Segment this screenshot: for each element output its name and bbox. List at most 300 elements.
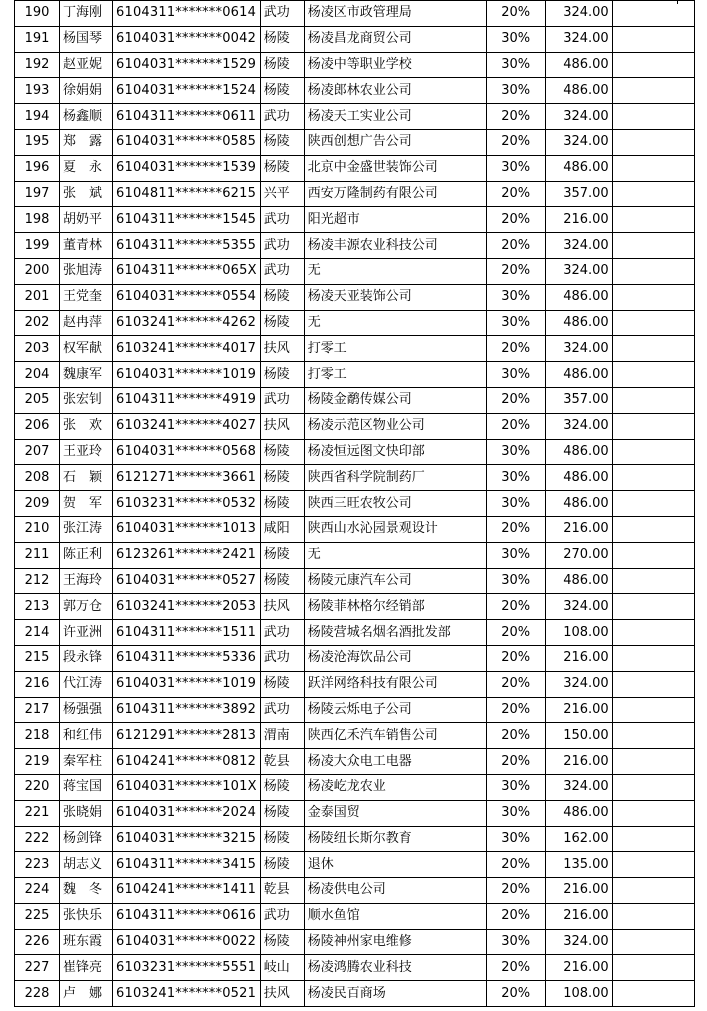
employer-cell: 陕西创想广告公司	[304, 129, 486, 155]
blank-cell	[612, 155, 694, 181]
origin-county-cell: 咸阳	[260, 516, 304, 542]
origin-county-cell: 武功	[260, 697, 304, 723]
id-number-cell: 6104311*******4919	[113, 387, 261, 413]
origin-county-cell: 渭南	[260, 723, 304, 749]
row-number-cell: 195	[15, 129, 60, 155]
employer-cell: 金泰国贸	[304, 800, 486, 826]
amount-cell: 324.00	[545, 233, 612, 259]
person-name-cell: 段永锋	[60, 645, 113, 671]
employer-cell: 杨陵菲林格尔经销部	[304, 594, 486, 620]
amount-cell: 270.00	[545, 542, 612, 568]
employer-cell: 无	[304, 258, 486, 284]
subsidy-rate-cell: 30%	[486, 568, 545, 594]
origin-county-cell: 兴平	[260, 181, 304, 207]
blank-cell	[612, 362, 694, 388]
origin-county-cell: 杨陵	[260, 26, 304, 52]
id-number-cell: 6121291*******2813	[113, 723, 261, 749]
id-number-cell: 6103231*******5551	[113, 955, 261, 981]
row-number-cell: 200	[15, 258, 60, 284]
row-number-cell: 225	[15, 903, 60, 929]
employer-cell: 陕西山水沁园景观设计	[304, 516, 486, 542]
employer-cell: 打零工	[304, 362, 486, 388]
id-number-cell: 6104031*******1019	[113, 671, 261, 697]
subsidy-rate-cell: 20%	[486, 697, 545, 723]
row-number-cell: 190	[15, 1, 60, 27]
subsidy-rate-cell: 20%	[486, 671, 545, 697]
table-row	[15, 336, 695, 362]
origin-county-cell: 杨陵	[260, 78, 304, 104]
blank-cell	[612, 542, 694, 568]
blank-cell	[612, 439, 694, 465]
person-name-cell: 魏康军	[60, 362, 113, 388]
origin-county-cell: 杨陵	[260, 52, 304, 78]
amount-cell: 486.00	[545, 465, 612, 491]
id-number-cell: 6104311*******3415	[113, 852, 261, 878]
id-number-cell: 6104031*******1524	[113, 78, 261, 104]
origin-county-cell: 武功	[260, 207, 304, 233]
amount-cell: 324.00	[545, 336, 612, 362]
table-row	[15, 387, 695, 413]
origin-county-cell: 武功	[260, 620, 304, 646]
table-row	[15, 697, 695, 723]
id-number-cell: 6104311*******5355	[113, 233, 261, 259]
amount-cell: 324.00	[545, 774, 612, 800]
table-row	[15, 104, 695, 130]
subsidy-rate-cell: 20%	[486, 594, 545, 620]
table-row	[15, 645, 695, 671]
table-row	[15, 852, 695, 878]
employer-cell: 跃洋网络科技有限公司	[304, 671, 486, 697]
id-number-cell: 6121271*******3661	[113, 465, 261, 491]
amount-cell: 324.00	[545, 594, 612, 620]
person-name-cell: 杨鑫顺	[60, 104, 113, 130]
subsidy-rate-cell: 20%	[486, 620, 545, 646]
amount-cell: 486.00	[545, 310, 612, 336]
blank-cell	[612, 903, 694, 929]
table-body	[15, 1, 695, 1007]
id-number-cell: 6104031*******3215	[113, 826, 261, 852]
employer-cell: 杨陵营城名烟名酒批发部	[304, 620, 486, 646]
row-number-cell: 214	[15, 620, 60, 646]
blank-cell	[612, 671, 694, 697]
id-number-cell: 6104031*******1013	[113, 516, 261, 542]
id-number-cell: 6104031*******1539	[113, 155, 261, 181]
origin-county-cell: 武功	[260, 645, 304, 671]
table-row	[15, 568, 695, 594]
person-name-cell: 和红伟	[60, 723, 113, 749]
table-row	[15, 491, 695, 517]
blank-cell	[612, 465, 694, 491]
employer-cell: 杨凌恒远图文快印部	[304, 439, 486, 465]
table-row	[15, 439, 695, 465]
subsidy-rate-cell: 20%	[486, 878, 545, 904]
amount-cell: 324.00	[545, 104, 612, 130]
id-number-cell: 6104311*******065X	[113, 258, 261, 284]
origin-county-cell: 杨陵	[260, 800, 304, 826]
subsidy-rate-cell: 20%	[486, 749, 545, 775]
person-name-cell: 胡奶平	[60, 207, 113, 233]
subsidy-rate-cell: 30%	[486, 929, 545, 955]
amount-cell: 216.00	[545, 516, 612, 542]
person-name-cell: 班东霞	[60, 929, 113, 955]
amount-cell: 324.00	[545, 129, 612, 155]
id-number-cell: 6123261*******2421	[113, 542, 261, 568]
subsidy-rate-cell: 20%	[486, 852, 545, 878]
row-number-cell: 213	[15, 594, 60, 620]
origin-county-cell: 杨陵	[260, 568, 304, 594]
origin-county-cell: 杨陵	[260, 542, 304, 568]
id-number-cell: 6104311*******0611	[113, 104, 261, 130]
subsidy-rate-cell: 20%	[486, 1, 545, 27]
id-number-cell: 6104031*******0568	[113, 439, 261, 465]
subsidy-rate-cell: 30%	[486, 310, 545, 336]
person-name-cell: 崔锋亮	[60, 955, 113, 981]
origin-county-cell: 武功	[260, 233, 304, 259]
subsidy-rate-cell: 30%	[486, 362, 545, 388]
table-row	[15, 929, 695, 955]
person-name-cell: 张旭涛	[60, 258, 113, 284]
subsidy-rate-cell: 30%	[486, 542, 545, 568]
amount-cell: 324.00	[545, 929, 612, 955]
blank-cell	[612, 620, 694, 646]
row-number-cell: 206	[15, 413, 60, 439]
origin-county-cell: 杨陵	[260, 491, 304, 517]
employer-cell: 杨凌大众电工电器	[304, 749, 486, 775]
table-row	[15, 129, 695, 155]
row-number-cell: 226	[15, 929, 60, 955]
amount-cell: 216.00	[545, 955, 612, 981]
blank-cell	[612, 1, 694, 27]
person-name-cell: 王亚玲	[60, 439, 113, 465]
id-number-cell: 6103241*******2053	[113, 594, 261, 620]
person-name-cell: 郭万仓	[60, 594, 113, 620]
employer-cell: 杨凌中等职业学校	[304, 52, 486, 78]
table-row	[15, 52, 695, 78]
origin-county-cell: 武功	[260, 104, 304, 130]
blank-cell	[612, 181, 694, 207]
person-name-cell: 张 斌	[60, 181, 113, 207]
employer-cell: 杨凌天亚装饰公司	[304, 284, 486, 310]
person-name-cell: 王海玲	[60, 568, 113, 594]
origin-county-cell: 杨陵	[260, 826, 304, 852]
amount-cell: 216.00	[545, 645, 612, 671]
person-name-cell: 陈正利	[60, 542, 113, 568]
blank-cell	[612, 929, 694, 955]
employer-cell: 杨凌天工实业公司	[304, 104, 486, 130]
id-number-cell: 6103241*******4027	[113, 413, 261, 439]
employer-cell: 杨陵元康汽车公司	[304, 568, 486, 594]
amount-cell: 216.00	[545, 697, 612, 723]
id-number-cell: 6104031*******0527	[113, 568, 261, 594]
origin-county-cell: 杨陵	[260, 284, 304, 310]
employer-cell: 杨凌郎林农业公司	[304, 78, 486, 104]
blank-cell	[612, 336, 694, 362]
table-row	[15, 723, 695, 749]
blank-cell	[612, 207, 694, 233]
amount-cell: 486.00	[545, 284, 612, 310]
row-number-cell: 203	[15, 336, 60, 362]
origin-county-cell: 杨陵	[260, 129, 304, 155]
amount-cell: 216.00	[545, 749, 612, 775]
table-row	[15, 465, 695, 491]
employer-cell: 无	[304, 542, 486, 568]
blank-cell	[612, 413, 694, 439]
row-number-cell: 223	[15, 852, 60, 878]
table-row	[15, 749, 695, 775]
row-number-cell: 208	[15, 465, 60, 491]
table-row	[15, 284, 695, 310]
amount-cell: 216.00	[545, 903, 612, 929]
table-row	[15, 258, 695, 284]
blank-cell	[612, 749, 694, 775]
id-number-cell: 6104311*******3892	[113, 697, 261, 723]
id-number-cell: 6104241*******0812	[113, 749, 261, 775]
amount-cell: 150.00	[545, 723, 612, 749]
origin-county-cell: 杨陵	[260, 671, 304, 697]
subsidy-rate-cell: 30%	[486, 800, 545, 826]
blank-cell	[612, 258, 694, 284]
person-name-cell: 郑 露	[60, 129, 113, 155]
amount-cell: 357.00	[545, 181, 612, 207]
row-number-cell: 212	[15, 568, 60, 594]
person-name-cell: 张江涛	[60, 516, 113, 542]
blank-cell	[612, 878, 694, 904]
person-name-cell: 杨剑锋	[60, 826, 113, 852]
row-number-cell: 205	[15, 387, 60, 413]
blank-cell	[612, 774, 694, 800]
origin-county-cell: 杨陵	[260, 310, 304, 336]
subsidy-rate-cell: 30%	[486, 774, 545, 800]
subsidy-rate-cell: 20%	[486, 233, 545, 259]
subsidy-rate-cell: 30%	[486, 491, 545, 517]
blank-cell	[612, 645, 694, 671]
person-name-cell: 丁海刚	[60, 1, 113, 27]
table-row	[15, 878, 695, 904]
origin-county-cell: 乾县	[260, 749, 304, 775]
row-number-cell: 228	[15, 981, 60, 1007]
row-number-cell: 219	[15, 749, 60, 775]
id-number-cell: 6103241*******4262	[113, 310, 261, 336]
employer-cell: 杨凌区市政管理局	[304, 1, 486, 27]
row-number-cell: 196	[15, 155, 60, 181]
table-row	[15, 207, 695, 233]
amount-cell: 486.00	[545, 155, 612, 181]
blank-cell	[612, 516, 694, 542]
origin-county-cell: 杨陵	[260, 362, 304, 388]
person-name-cell: 徐娟娟	[60, 78, 113, 104]
table-row	[15, 826, 695, 852]
employer-cell: 陕西省科学院制药厂	[304, 465, 486, 491]
employer-cell: 陕西三旺农牧公司	[304, 491, 486, 517]
amount-cell: 486.00	[545, 491, 612, 517]
subsidy-rate-cell: 30%	[486, 78, 545, 104]
blank-cell	[612, 26, 694, 52]
employer-cell: 杨凌沧海饮品公司	[304, 645, 486, 671]
table-row	[15, 233, 695, 259]
blank-cell	[612, 233, 694, 259]
table-row	[15, 981, 695, 1007]
row-number-cell: 194	[15, 104, 60, 130]
origin-county-cell: 杨陵	[260, 465, 304, 491]
employer-cell: 顺水鱼馆	[304, 903, 486, 929]
origin-county-cell: 扶风	[260, 594, 304, 620]
employer-cell: 阳光超市	[304, 207, 486, 233]
row-number-cell: 197	[15, 181, 60, 207]
subsidy-rate-cell: 30%	[486, 439, 545, 465]
id-number-cell: 6104031*******2024	[113, 800, 261, 826]
table-row	[15, 181, 695, 207]
amount-cell: 216.00	[545, 207, 612, 233]
id-number-cell: 6103231*******0532	[113, 491, 261, 517]
person-name-cell: 赵冉萍	[60, 310, 113, 336]
row-number-cell: 193	[15, 78, 60, 104]
employer-cell: 杨凌示范区物业公司	[304, 413, 486, 439]
blank-cell	[612, 697, 694, 723]
blank-cell	[612, 129, 694, 155]
origin-county-cell: 杨陵	[260, 852, 304, 878]
blank-cell	[612, 387, 694, 413]
subsidy-rate-cell: 20%	[486, 516, 545, 542]
origin-county-cell: 乾县	[260, 878, 304, 904]
employer-cell: 陕西亿禾汽车销售公司	[304, 723, 486, 749]
id-number-cell: 6104311*******5336	[113, 645, 261, 671]
person-name-cell: 董青林	[60, 233, 113, 259]
table-row	[15, 310, 695, 336]
row-number-cell: 204	[15, 362, 60, 388]
employer-cell: 打零工	[304, 336, 486, 362]
subsidy-rate-cell: 20%	[486, 903, 545, 929]
amount-cell: 357.00	[545, 387, 612, 413]
table-row	[15, 516, 695, 542]
subsidy-rate-cell: 20%	[486, 955, 545, 981]
subsidy-list-table	[14, 0, 695, 1007]
person-name-cell: 张宏钊	[60, 387, 113, 413]
amount-cell: 324.00	[545, 258, 612, 284]
person-name-cell: 蒋宝国	[60, 774, 113, 800]
id-number-cell: 6104031*******0585	[113, 129, 261, 155]
subsidy-rate-cell: 20%	[486, 129, 545, 155]
subsidy-rate-cell: 20%	[486, 207, 545, 233]
origin-county-cell: 武功	[260, 1, 304, 27]
employer-cell: 杨陵纽长斯尔教育	[304, 826, 486, 852]
subsidy-rate-cell: 20%	[486, 258, 545, 284]
amount-cell: 324.00	[545, 413, 612, 439]
id-number-cell: 6104031*******1019	[113, 362, 261, 388]
origin-county-cell: 杨陵	[260, 155, 304, 181]
origin-county-cell: 杨陵	[260, 929, 304, 955]
amount-cell: 324.00	[545, 1, 612, 27]
person-name-cell: 秦军柱	[60, 749, 113, 775]
id-number-cell: 6104031*******0022	[113, 929, 261, 955]
id-number-cell: 6104241*******1411	[113, 878, 261, 904]
blank-cell	[612, 826, 694, 852]
id-number-cell: 6104311*******1511	[113, 620, 261, 646]
subsidy-rate-cell: 20%	[486, 104, 545, 130]
table-row	[15, 903, 695, 929]
person-name-cell: 代江涛	[60, 671, 113, 697]
employer-cell: 杨凌民百商场	[304, 981, 486, 1007]
origin-county-cell: 武功	[260, 387, 304, 413]
origin-county-cell: 杨陵	[260, 774, 304, 800]
employer-cell: 杨凌昌龙商贸公司	[304, 26, 486, 52]
employer-cell: 杨陵金鹬传媒公司	[304, 387, 486, 413]
amount-cell: 324.00	[545, 26, 612, 52]
table-row	[15, 542, 695, 568]
person-name-cell: 石 颖	[60, 465, 113, 491]
person-name-cell: 张 欢	[60, 413, 113, 439]
person-name-cell: 张快乐	[60, 903, 113, 929]
amount-cell: 486.00	[545, 800, 612, 826]
blank-cell	[612, 78, 694, 104]
row-number-cell: 211	[15, 542, 60, 568]
row-number-cell: 216	[15, 671, 60, 697]
blank-cell	[612, 52, 694, 78]
amount-cell: 135.00	[545, 852, 612, 878]
amount-cell: 486.00	[545, 362, 612, 388]
person-name-cell: 张晓娟	[60, 800, 113, 826]
amount-cell: 486.00	[545, 568, 612, 594]
person-name-cell: 杨强强	[60, 697, 113, 723]
row-number-cell: 224	[15, 878, 60, 904]
table-row	[15, 955, 695, 981]
employer-cell: 杨陵云烁电子公司	[304, 697, 486, 723]
person-name-cell: 胡志义	[60, 852, 113, 878]
person-name-cell: 杨国琴	[60, 26, 113, 52]
amount-cell: 108.00	[545, 981, 612, 1007]
row-number-cell: 191	[15, 26, 60, 52]
subsidy-rate-cell: 20%	[486, 336, 545, 362]
row-number-cell: 215	[15, 645, 60, 671]
table-row	[15, 800, 695, 826]
amount-cell: 486.00	[545, 439, 612, 465]
subsidy-rate-cell: 30%	[486, 465, 545, 491]
origin-county-cell: 武功	[260, 903, 304, 929]
id-number-cell: 6104031*******0042	[113, 26, 261, 52]
employer-cell: 杨凌鸿腾农业科技	[304, 955, 486, 981]
subsidy-rate-cell: 30%	[486, 52, 545, 78]
employer-cell: 杨凌丰源农业科技公司	[304, 233, 486, 259]
origin-county-cell: 扶风	[260, 413, 304, 439]
person-name-cell: 权军献	[60, 336, 113, 362]
origin-county-cell: 扶风	[260, 981, 304, 1007]
id-number-cell: 6103241*******4017	[113, 336, 261, 362]
blank-cell	[612, 723, 694, 749]
person-name-cell: 许亚洲	[60, 620, 113, 646]
subsidy-rate-cell: 20%	[486, 387, 545, 413]
blank-cell	[612, 491, 694, 517]
subsidy-rate-cell: 20%	[486, 723, 545, 749]
blank-cell	[612, 310, 694, 336]
person-name-cell: 王党奎	[60, 284, 113, 310]
blank-cell	[612, 800, 694, 826]
row-number-cell: 227	[15, 955, 60, 981]
id-number-cell: 6104031*******1529	[113, 52, 261, 78]
row-number-cell: 220	[15, 774, 60, 800]
amount-cell: 162.00	[545, 826, 612, 852]
blank-cell	[612, 981, 694, 1007]
row-number-cell: 201	[15, 284, 60, 310]
origin-county-cell: 武功	[260, 258, 304, 284]
row-number-cell: 198	[15, 207, 60, 233]
id-number-cell: 6104311*******0614	[113, 1, 261, 27]
amount-cell: 486.00	[545, 52, 612, 78]
person-name-cell: 贺 军	[60, 491, 113, 517]
employer-cell: 北京中金盛世装饰公司	[304, 155, 486, 181]
table-row	[15, 362, 695, 388]
id-number-cell: 6104031*******101X	[113, 774, 261, 800]
table-row	[15, 1, 695, 27]
id-number-cell: 6104311*******0616	[113, 903, 261, 929]
